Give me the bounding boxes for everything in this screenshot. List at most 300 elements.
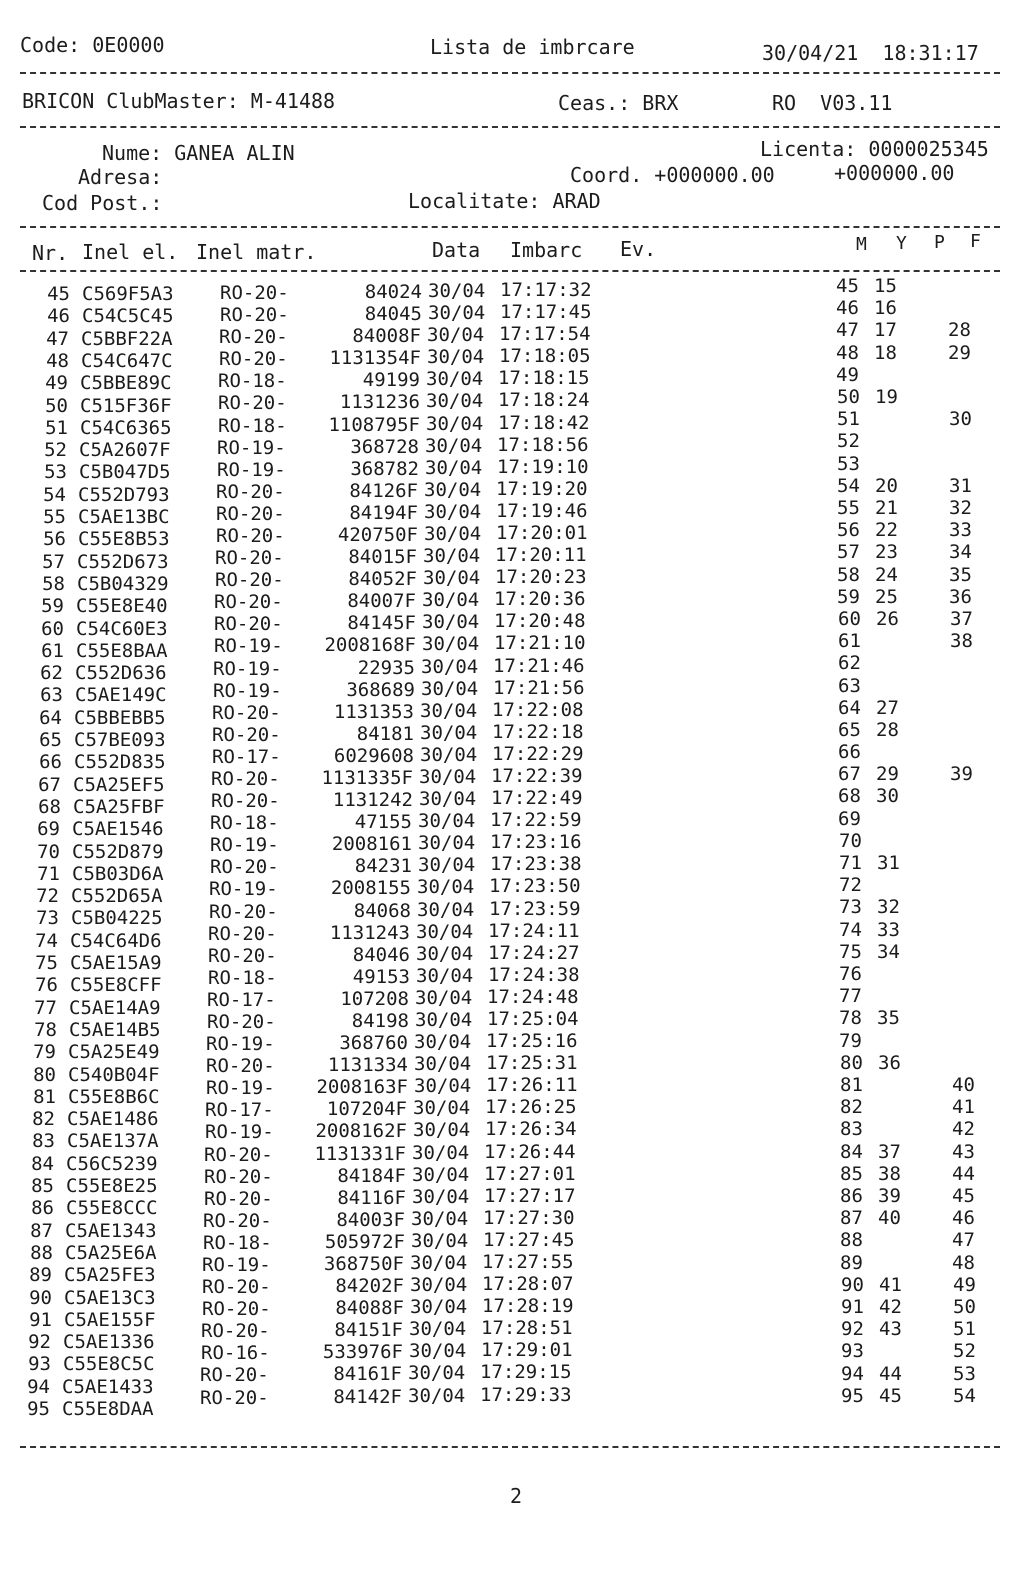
- ring-number: 2008168F: [324, 634, 416, 657]
- row-number: 68: [38, 795, 61, 818]
- m-value: 80: [840, 1051, 863, 1074]
- m-value: 78: [839, 1007, 862, 1030]
- m-value: 75: [839, 940, 862, 963]
- m-value: 95: [841, 1384, 864, 1407]
- row-number: 67: [38, 773, 61, 796]
- boarding-time: 17:28:07: [482, 1273, 574, 1296]
- m-value: 70: [839, 829, 862, 852]
- boarding-time: 17:25:31: [486, 1052, 578, 1075]
- boarding-date: 30/04: [416, 964, 474, 987]
- row-number: 70: [37, 840, 60, 863]
- f-value: 35: [949, 563, 972, 586]
- boarding-time: 17:22:08: [492, 698, 584, 721]
- electronic-ring: C5A2607F: [79, 439, 171, 462]
- col-nr: Nr.: [32, 241, 69, 265]
- row-number: 93: [28, 1353, 51, 1376]
- ring-number: 2008161: [331, 833, 412, 856]
- ring-prefix: RO-20-: [202, 1298, 271, 1321]
- ring-prefix: RO-18-: [208, 966, 277, 989]
- row-number: 90: [29, 1286, 52, 1309]
- boarding-time: 17:18:05: [499, 345, 591, 368]
- ring-prefix: RO-20-: [203, 1209, 272, 1232]
- col-y: Y: [896, 233, 907, 254]
- f-value: 47: [952, 1229, 975, 1252]
- boarding-date: 30/04: [412, 1185, 470, 1208]
- col-data: Data: [432, 238, 481, 262]
- electronic-ring: C55E8CFF: [70, 974, 162, 997]
- boarding-date: 30/04: [419, 788, 477, 811]
- ring-prefix: RO-19-: [217, 458, 286, 481]
- ring-number: 84126F: [349, 479, 418, 502]
- electronic-ring: C5B047D5: [79, 461, 171, 484]
- electronic-ring: C5AE149C: [75, 684, 167, 707]
- ring-number: 84088F: [335, 1297, 404, 1320]
- ring-number: 84184F: [337, 1164, 406, 1187]
- m-value: 55: [837, 496, 860, 519]
- col-m: M: [856, 234, 867, 255]
- f-value: 44: [952, 1162, 975, 1185]
- boarding-date: 30/04: [426, 368, 484, 391]
- m-value: 92: [841, 1318, 864, 1341]
- y-value: 23: [875, 541, 898, 564]
- row-number: 63: [40, 684, 63, 707]
- m-value: 60: [838, 607, 861, 630]
- boarding-date: 30/04: [413, 1119, 471, 1142]
- electronic-ring: C55E8B53: [78, 528, 170, 551]
- electronic-ring: C540B04F: [68, 1063, 160, 1086]
- boarding-time: 17:29:33: [480, 1383, 572, 1406]
- ring-number: 505972F: [324, 1230, 405, 1253]
- col-ev: Ev.: [620, 237, 657, 261]
- boarding-date: 30/04: [415, 1008, 473, 1031]
- electronic-ring: C5BBE89C: [80, 372, 172, 395]
- f-value: 49: [953, 1273, 976, 1296]
- boarding-time: 17:17:45: [500, 301, 592, 324]
- y-value: 42: [879, 1295, 902, 1318]
- row-number: 69: [37, 818, 60, 841]
- row-number: 88: [30, 1241, 53, 1264]
- divider: [20, 1446, 1000, 1448]
- f-value: 50: [953, 1295, 976, 1318]
- m-value: 57: [837, 541, 860, 564]
- m-value: 67: [838, 763, 861, 786]
- row-number: 66: [39, 751, 62, 774]
- row-number: 52: [44, 439, 67, 462]
- row-number: 81: [33, 1085, 56, 1108]
- electronic-ring: C55E8BAA: [76, 639, 168, 662]
- m-value: 91: [841, 1295, 864, 1318]
- ring-prefix: RO-18-: [218, 414, 287, 437]
- ring-number: 84007F: [347, 590, 416, 613]
- ring-prefix: RO-19-: [210, 834, 279, 857]
- electronic-ring: C552D793: [78, 483, 170, 506]
- m-value: 54: [837, 474, 860, 497]
- ring-number: 1131335F: [321, 766, 413, 789]
- row-number: 51: [45, 416, 68, 439]
- electronic-ring: C5B04329: [77, 572, 169, 595]
- electronic-ring: C552D879: [72, 840, 164, 863]
- f-value: 53: [953, 1362, 976, 1385]
- electronic-ring: C5BBEBB5: [74, 706, 166, 729]
- address-label: Adresa:: [78, 165, 163, 189]
- boarding-time: 17:21:10: [494, 632, 586, 655]
- electronic-ring: C55E8DAA: [62, 1398, 154, 1420]
- boarding-time: 17:20:36: [494, 588, 586, 611]
- ring-number: 107208: [340, 987, 409, 1010]
- coordinates: Coord. +000000.00: [570, 163, 775, 187]
- ring-number: 2008162F: [315, 1120, 407, 1143]
- boarding-time: 17:19:46: [496, 499, 588, 522]
- ring-number: 84008F: [352, 325, 421, 348]
- f-value: 32: [949, 496, 972, 519]
- y-value: 21: [875, 496, 898, 519]
- ring-prefix: RO-17-: [205, 1099, 274, 1122]
- m-value: 77: [839, 985, 862, 1008]
- boarding-time: 17:26:44: [484, 1140, 576, 1163]
- y-value: 28: [876, 718, 899, 741]
- ring-prefix: RO-20-: [220, 304, 289, 327]
- row-number: 58: [42, 572, 65, 595]
- y-value: 27: [876, 696, 899, 719]
- electronic-ring: C5AE1546: [72, 818, 164, 841]
- m-value: 94: [841, 1362, 864, 1385]
- boarding-time: 17:17:32: [500, 279, 592, 301]
- license-number: Licenta: 0000025345: [760, 137, 989, 161]
- ring-prefix: RO-19-: [214, 635, 283, 658]
- electronic-ring: C5AE1343: [65, 1219, 157, 1242]
- ring-prefix: RO-19-: [206, 1033, 275, 1056]
- ring-number: 84151F: [334, 1319, 403, 1342]
- m-value: 59: [837, 585, 860, 608]
- f-value: 34: [949, 541, 972, 564]
- ring-number: 84068: [353, 899, 411, 922]
- row-number: 94: [27, 1375, 50, 1398]
- y-value: 41: [879, 1273, 902, 1296]
- ring-prefix: RO-20-: [208, 944, 277, 967]
- m-value: 56: [837, 519, 860, 542]
- boarding-date: 30/04: [413, 1097, 471, 1120]
- row-number: 85: [31, 1175, 54, 1197]
- m-value: 82: [840, 1096, 863, 1119]
- f-value: 43: [952, 1140, 975, 1163]
- m-value: 71: [839, 852, 862, 875]
- m-value: 83: [840, 1118, 863, 1141]
- boarding-date: 30/04: [421, 677, 479, 700]
- electronic-ring: C5AE14B5: [69, 1018, 161, 1041]
- ring-prefix: RO-19-: [206, 1077, 275, 1100]
- ring-prefix: RO-20-: [214, 613, 283, 636]
- boarding-date: 30/04: [422, 633, 480, 656]
- boarding-date: 30/04: [414, 1053, 472, 1076]
- f-value: 36: [949, 585, 972, 608]
- boarding-time: 17:24:11: [488, 919, 580, 942]
- m-value: 79: [839, 1029, 862, 1052]
- f-value: 51: [953, 1318, 976, 1341]
- boarding-time: 17:26:34: [485, 1118, 577, 1141]
- ring-prefix: RO-20-: [216, 502, 285, 525]
- boarding-time: 17:24:48: [487, 985, 579, 1008]
- boarding-time: 17:27:01: [484, 1162, 576, 1185]
- y-value: 26: [876, 607, 899, 630]
- ring-number: 84198: [351, 1009, 409, 1032]
- boarding-date: 30/04: [424, 522, 482, 545]
- m-value: 48: [836, 341, 859, 364]
- ring-prefix: RO-20-: [206, 1055, 275, 1078]
- ring-number: 1131353: [333, 700, 414, 723]
- row-number: 91: [29, 1308, 52, 1331]
- boarding-date: 30/04: [423, 567, 481, 590]
- col-imbarc: Imbarc: [510, 238, 583, 262]
- m-value: 46: [836, 297, 859, 320]
- m-value: 69: [838, 807, 861, 830]
- boarding-time: 17:23:16: [490, 831, 582, 854]
- electronic-ring: C552D636: [75, 662, 167, 685]
- ring-number: 49153: [352, 965, 410, 988]
- boarding-date: 30/04: [417, 876, 475, 899]
- ring-number: 84181: [356, 722, 414, 745]
- row-number: 56: [43, 528, 66, 551]
- boarding-time: 17:23:59: [489, 897, 581, 920]
- boarding-date: 30/04: [428, 280, 486, 302]
- f-value: 39: [950, 763, 973, 786]
- ring-prefix: RO-20-: [219, 348, 288, 371]
- col-inel-el: Inel el.: [82, 240, 179, 264]
- ring-number: 1131236: [339, 391, 420, 414]
- row-number: 72: [36, 885, 59, 908]
- boarding-time: 17:22:39: [491, 764, 583, 787]
- row-number: 77: [34, 996, 57, 1019]
- ring-prefix: RO-19-: [217, 436, 286, 459]
- m-value: 93: [841, 1340, 864, 1363]
- row-number: 74: [35, 929, 58, 952]
- electronic-ring: C5AE13C3: [64, 1286, 156, 1309]
- ring-prefix: RO-20-: [208, 922, 277, 945]
- boarding-time: 17:17:54: [499, 323, 591, 346]
- f-value: 42: [952, 1118, 975, 1141]
- y-value: 17: [874, 319, 897, 342]
- m-value: 72: [839, 874, 862, 897]
- ring-number: 84202F: [335, 1275, 404, 1298]
- boarding-date: 30/04: [426, 390, 484, 413]
- row-number: 60: [41, 617, 64, 640]
- ring-prefix: RO-18-: [218, 370, 287, 393]
- y-value: 39: [878, 1184, 901, 1207]
- y-value: 30: [876, 785, 899, 808]
- row-number: 47: [46, 327, 69, 350]
- f-value: 38: [950, 630, 973, 653]
- boarding-date: 30/04: [412, 1141, 470, 1164]
- boarding-date: 30/04: [415, 986, 473, 1009]
- ring-prefix: RO-20-: [216, 524, 285, 547]
- ring-prefix: RO-20-: [204, 1143, 273, 1166]
- ring-prefix: RO-20-: [215, 569, 284, 592]
- f-value: 40: [952, 1074, 975, 1097]
- boarding-time: 17:20:01: [496, 521, 588, 544]
- boarding-time: 17:27:30: [483, 1206, 575, 1229]
- ring-prefix: RO-17-: [212, 745, 281, 768]
- y-value: 32: [877, 896, 900, 919]
- electronic-ring: C56C5239: [66, 1152, 158, 1175]
- ring-prefix: RO-20-: [216, 480, 285, 503]
- m-value: 87: [840, 1207, 863, 1230]
- boarding-time: 17:28:51: [481, 1317, 573, 1340]
- print-datetime: 30/04/21 18:31:17: [762, 41, 979, 65]
- electronic-ring: C54C6365: [80, 416, 172, 439]
- electronic-ring: C569F5A3: [82, 283, 174, 305]
- ring-number: 84161F: [333, 1363, 402, 1386]
- m-value: 50: [837, 385, 860, 408]
- boarding-time: 17:26:11: [486, 1074, 578, 1097]
- electronic-ring: C54C5C45: [82, 305, 174, 328]
- boarding-date: 30/04: [408, 1384, 466, 1407]
- electronic-ring: C54C647C: [81, 349, 173, 372]
- row-number: 48: [46, 349, 69, 372]
- row-number: 45: [47, 283, 70, 305]
- ring-number: 1131243: [329, 921, 410, 944]
- boarding-time: 17:27:45: [483, 1228, 575, 1251]
- boarding-date: 30/04: [420, 699, 478, 722]
- ring-number: 107204F: [326, 1098, 407, 1121]
- row-number: 92: [28, 1331, 51, 1354]
- electronic-ring: C5AE1336: [63, 1331, 155, 1354]
- boarding-date: 30/04: [416, 942, 474, 965]
- ring-number: 1131334: [327, 1054, 408, 1077]
- m-value: 58: [837, 563, 860, 586]
- boarding-date: 30/04: [410, 1274, 468, 1297]
- electronic-ring: C5A25EF5: [73, 773, 165, 796]
- ring-number: 420750F: [337, 523, 418, 546]
- boarding-time: 17:24:38: [488, 963, 580, 986]
- ring-number: 2008163F: [316, 1076, 408, 1099]
- f-value: 33: [949, 519, 972, 542]
- row-number: 89: [29, 1264, 52, 1287]
- boarding-time: 17:18:24: [498, 389, 590, 412]
- y-value: 35: [877, 1007, 900, 1030]
- ring-prefix: RO-20-: [218, 392, 287, 415]
- boarding-date: 30/04: [422, 589, 480, 612]
- boarding-time: 17:29:15: [480, 1361, 572, 1384]
- f-value: 30: [949, 408, 972, 431]
- ring-prefix: RO-20-: [212, 723, 281, 746]
- electronic-ring: C54C60E3: [76, 617, 168, 640]
- boarding-time: 17:22:18: [492, 720, 584, 743]
- y-value: 38: [878, 1162, 901, 1185]
- ring-number: 84015F: [348, 546, 417, 569]
- boarding-date: 30/04: [425, 434, 483, 457]
- row-number: 55: [43, 506, 66, 528]
- ring-prefix: RO-20-: [214, 591, 283, 614]
- electronic-ring: C515F36F: [80, 394, 172, 417]
- row-number: 64: [39, 706, 62, 729]
- electronic-ring: C57BE093: [74, 729, 166, 751]
- boarding-date: 30/04: [420, 743, 478, 766]
- boarding-date: 30/04: [416, 920, 474, 943]
- boarding-date: 30/04: [419, 765, 477, 788]
- y-value: 45: [879, 1384, 902, 1407]
- f-value: 54: [953, 1384, 976, 1407]
- ring-prefix: RO-19-: [213, 679, 282, 702]
- ring-number: 2008155: [330, 877, 411, 900]
- f-value: 37: [950, 607, 973, 630]
- electronic-ring: C5AE13BC: [78, 506, 170, 528]
- row-number: 95: [27, 1398, 50, 1420]
- electronic-ring: C54C64D6: [70, 929, 162, 952]
- ring-prefix: RO-19-: [202, 1253, 271, 1276]
- y-value: 24: [875, 563, 898, 586]
- m-value: 73: [839, 896, 862, 919]
- boarding-time: 17:25:16: [486, 1030, 578, 1053]
- row-number: 79: [33, 1041, 56, 1064]
- row-number: 49: [45, 372, 68, 395]
- electronic-ring: C55E8E25: [66, 1175, 158, 1197]
- electronic-ring: C5A25FBF: [73, 795, 165, 818]
- boarding-time: 17:27:17: [484, 1184, 576, 1207]
- ring-prefix: RO-20-: [212, 701, 281, 724]
- boarding-time: 17:19:10: [497, 455, 589, 478]
- m-value: 84: [840, 1140, 863, 1163]
- code-label: Code: 0E0000: [20, 33, 165, 57]
- row-number: 53: [44, 461, 67, 484]
- row-number: 83: [32, 1130, 55, 1153]
- electronic-ring: C5AE155F: [64, 1308, 156, 1331]
- m-value: 52: [837, 430, 860, 453]
- y-value: 37: [878, 1140, 901, 1163]
- y-value: 33: [877, 918, 900, 941]
- boarding-date: 30/04: [418, 832, 476, 855]
- boarding-date: 30/04: [412, 1163, 470, 1186]
- ring-prefix: RO-20-: [210, 856, 279, 879]
- row-number: 54: [43, 483, 66, 506]
- y-value: 44: [879, 1362, 902, 1385]
- row-number: 75: [35, 952, 58, 974]
- ring-prefix: RO-20-: [215, 547, 284, 570]
- f-value: 41: [952, 1096, 975, 1119]
- ring-number: 84024: [364, 281, 422, 303]
- boarding-time: 17:28:19: [482, 1295, 574, 1318]
- row-number: 59: [41, 595, 64, 618]
- ring-number: 1131331F: [314, 1142, 406, 1165]
- electronic-ring: C5B04225: [71, 907, 163, 930]
- f-value: 28: [948, 319, 971, 342]
- boarding-date: 30/04: [417, 898, 475, 921]
- electronic-ring: C55E8CCC: [66, 1197, 158, 1220]
- boarding-time: 17:25:04: [487, 1007, 579, 1030]
- ring-prefix: RO-20-: [202, 1276, 271, 1299]
- boarding-date: 30/04: [424, 478, 482, 501]
- f-value: 31: [949, 474, 972, 497]
- boarding-time: 17:21:56: [493, 676, 585, 699]
- ring-number: 84046: [352, 943, 410, 966]
- boarding-time: 17:27:55: [482, 1250, 574, 1273]
- boarding-date: 30/04: [424, 500, 482, 523]
- version-label: RO V03.11: [772, 91, 893, 115]
- m-value: 81: [840, 1074, 863, 1097]
- boarding-time: 17:18:42: [498, 411, 590, 434]
- ring-prefix: RO-18-: [203, 1231, 272, 1254]
- y-value: 19: [875, 385, 898, 408]
- boarding-date: 30/04: [411, 1207, 469, 1230]
- ring-prefix: RO-20-: [207, 1010, 276, 1033]
- electronic-ring: C552D835: [74, 751, 166, 774]
- ring-prefix: RO-19-: [209, 878, 278, 901]
- electronic-ring: C5AE1433: [62, 1375, 154, 1398]
- row-number: 84: [31, 1152, 54, 1175]
- postal-code-label: Cod Post.:: [42, 191, 163, 215]
- col-p: P: [934, 232, 945, 253]
- boarding-date: 30/04: [427, 346, 485, 369]
- y-value: 20: [875, 474, 898, 497]
- y-value: 36: [878, 1051, 901, 1074]
